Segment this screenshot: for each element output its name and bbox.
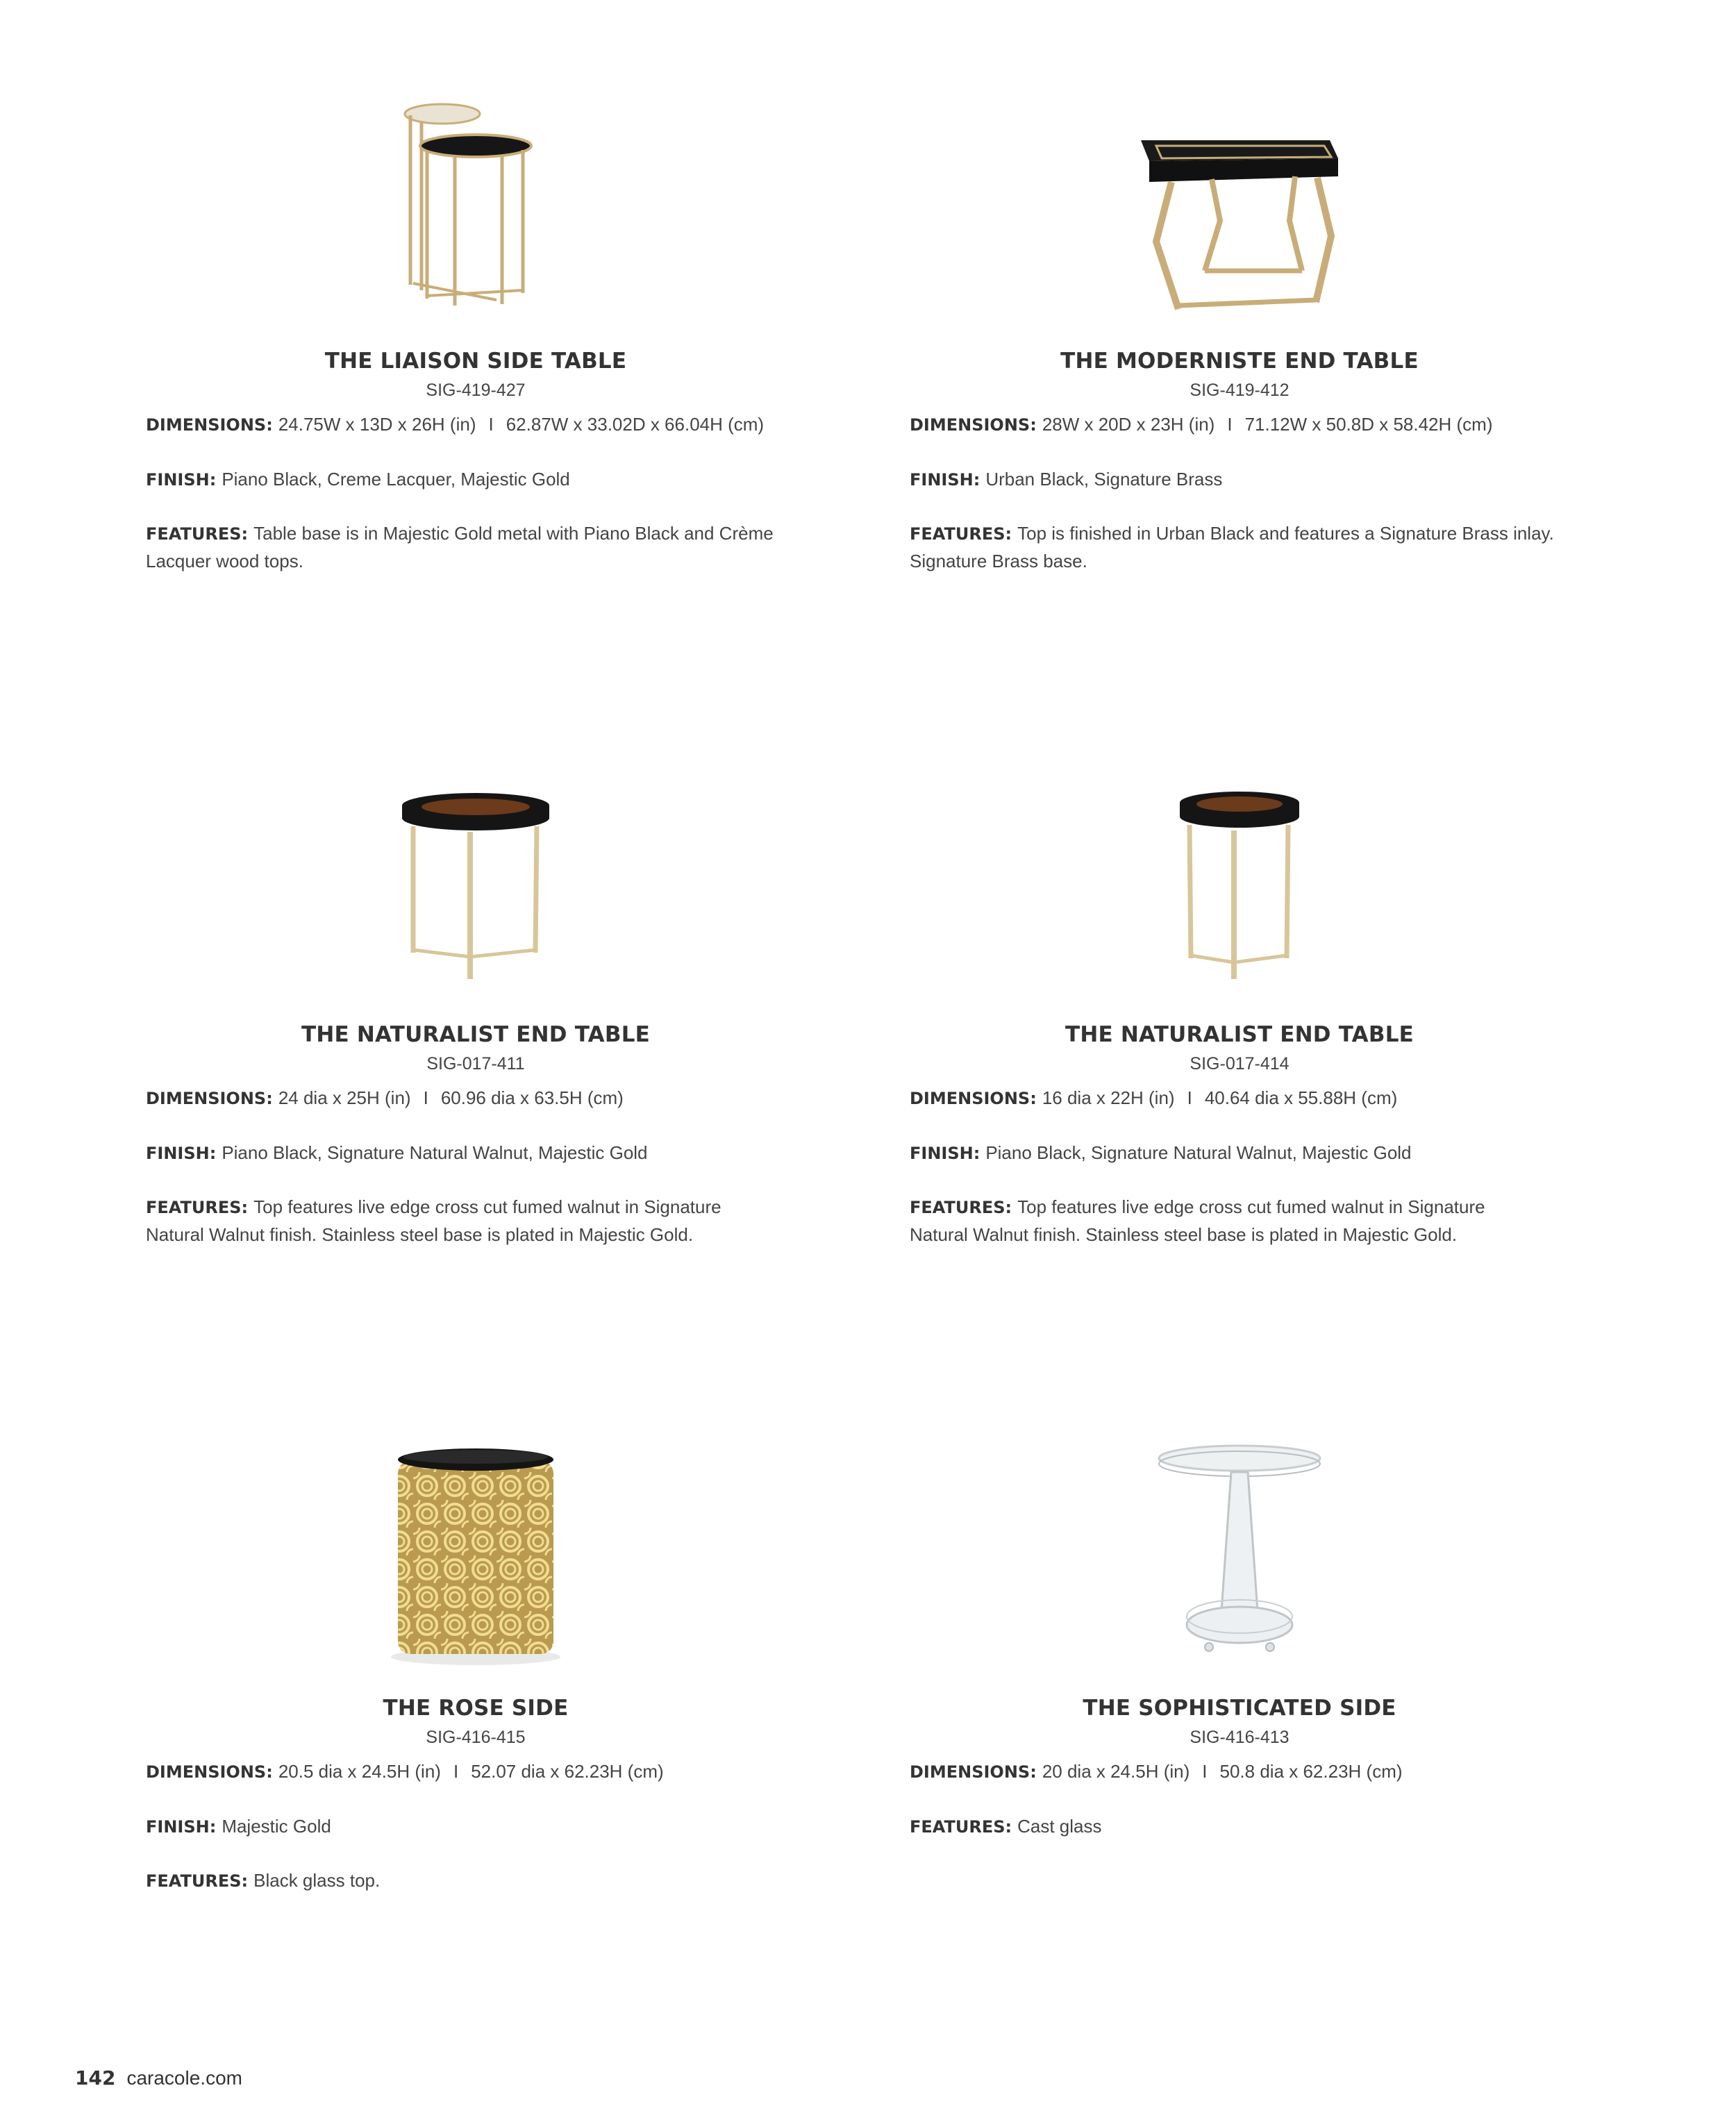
moderniste-table-illustration (1128, 97, 1351, 312)
separator: I (1187, 1087, 1192, 1108)
site-link[interactable]: caracole.com (126, 2067, 242, 2089)
product-title: THE NATURALIST END TABLE (301, 1022, 651, 1047)
features-value: Top features live edge cross cut fumed walnut in Signature (253, 1196, 721, 1217)
finish-line (910, 466, 1611, 494)
features-value: Table base is in Majestic Gold metal with Piano Black and Crème (253, 523, 774, 544)
product-title: THE MODERNISTE END TABLE (1060, 349, 1419, 374)
features-value-cont: Natural Walnut finish. Stainless steel base is plated in Majestic Gold. (910, 1224, 1458, 1245)
dimensions-cm: 60.96 dia x 63.5H (cm) (440, 1087, 624, 1108)
product-title: THE LIAISON SIDE TABLE (324, 349, 627, 374)
features-label: FEATURES: (146, 1871, 249, 1891)
product-sku: SIG-017-411 (426, 1054, 525, 1073)
finish-value: Piano Black, Signature Natural Walnut, Majestic Gold (222, 1142, 648, 1163)
dimensions-in: 20 dia x 24.5H (in) (1042, 1761, 1190, 1782)
separator: I (1202, 1761, 1208, 1782)
dimensions-label: DIMENSIONS: (146, 1762, 273, 1782)
features-value-cont: Natural Walnut finish. Stainless steel base is plated in Majestic Gold. (146, 1224, 694, 1245)
finish-label: FINISH: (146, 1144, 217, 1163)
dimensions-label: DIMENSIONS: (910, 1762, 1037, 1782)
product-image-liaison (125, 97, 826, 306)
separator: I (1227, 414, 1233, 435)
dimensions-in: 20.5 dia x 24.5H (in) (278, 1761, 441, 1782)
features-value-cont: Signature Brass base. (910, 551, 1087, 571)
product-image-sophisticated (889, 1444, 1590, 1653)
features-line (146, 520, 847, 575)
features-value: Top is finished in Urban Black and features a Signature Brass inlay. (1017, 523, 1554, 544)
dimensions-in: 28W x 20D x 23H (in) (1042, 414, 1215, 435)
dimensions-line (146, 411, 847, 439)
features-label: FEATURES: (910, 1817, 1012, 1837)
finish-line (146, 1813, 847, 1841)
page-number: 142 (75, 2066, 116, 2089)
features-value: Cast glass (1017, 1816, 1102, 1837)
dimensions-cm: 40.64 dia x 55.88H (cm) (1204, 1087, 1398, 1108)
features-line (910, 1813, 1611, 1841)
finish-line (146, 1139, 847, 1167)
dimensions-cm: 62.87W x 33.02D x 66.04H (cm) (506, 414, 765, 435)
naturalist-small-illustration (1170, 771, 1309, 986)
liaison-table-illustration (385, 97, 566, 312)
dimensions-in: 16 dia x 22H (in) (1042, 1087, 1175, 1108)
dimensions-cm: 52.07 dia x 62.23H (cm) (471, 1761, 664, 1782)
page-footer (75, 2066, 242, 2089)
finish-label: FINISH: (910, 1144, 980, 1163)
dimensions-label: DIMENSIONS: (146, 415, 273, 435)
product-sku: SIG-416-415 (426, 1728, 526, 1747)
product-image-moderniste (889, 97, 1590, 306)
finish-line (910, 1139, 1611, 1167)
separator: I (488, 414, 494, 435)
product-sku: SIG-017-414 (1190, 1054, 1290, 1073)
features-value: Black glass top. (253, 1870, 381, 1891)
finish-value: Piano Black, Signature Natural Walnut, Majestic Gold (985, 1142, 1412, 1163)
features-line (910, 1194, 1611, 1248)
finish-value: Piano Black, Creme Lacquer, Majestic Gold (222, 469, 570, 490)
features-label: FEATURES: (146, 524, 249, 544)
naturalist-large-illustration (392, 771, 559, 986)
features-value-cont: Lacquer wood tops. (146, 551, 303, 571)
dimensions-label: DIMENSIONS: (146, 1089, 273, 1108)
finish-value: Urban Black, Signature Brass (985, 469, 1223, 490)
product-sku: SIG-419-427 (426, 381, 526, 400)
product-sku: SIG-419-412 (1190, 381, 1290, 400)
product-title: THE NATURALIST END TABLE (1065, 1022, 1414, 1047)
dimensions-line (910, 1085, 1611, 1112)
dimensions-label: DIMENSIONS: (910, 415, 1037, 435)
dimensions-line (910, 1758, 1611, 1786)
dimensions-in: 24.75W x 13D x 26H (in) (278, 414, 476, 435)
sophisticated-side-illustration (1149, 1444, 1330, 1673)
features-line (146, 1867, 847, 1895)
dimensions-line (910, 411, 1611, 439)
separator: I (423, 1087, 428, 1108)
finish-label: FINISH: (910, 470, 980, 490)
dimensions-label: DIMENSIONS: (910, 1089, 1037, 1108)
product-title: THE ROSE SIDE (383, 1696, 569, 1721)
dimensions-cm: 71.12W x 50.8D x 58.42H (cm) (1244, 414, 1493, 435)
product-image-naturalist-411 (125, 771, 826, 979)
finish-label: FINISH: (146, 470, 217, 490)
features-label: FEATURES: (146, 1198, 249, 1217)
product-sku: SIG-416-413 (1190, 1728, 1290, 1747)
finish-value: Majestic Gold (222, 1816, 331, 1837)
rose-side-illustration (385, 1444, 566, 1673)
product-image-rose (125, 1444, 826, 1653)
dimensions-line (146, 1085, 847, 1112)
product-image-naturalist-414 (889, 771, 1590, 979)
features-value: Top features live edge cross cut fumed walnut in Signature (1017, 1196, 1485, 1217)
features-line (146, 1194, 847, 1248)
dimensions-in: 24 dia x 25H (in) (278, 1087, 411, 1108)
finish-label: FINISH: (146, 1817, 217, 1837)
dimensions-line (146, 1758, 847, 1786)
features-label: FEATURES: (910, 1198, 1012, 1217)
features-label: FEATURES: (910, 524, 1012, 544)
separator: I (453, 1761, 459, 1782)
features-line (910, 520, 1611, 575)
finish-line (146, 466, 847, 494)
dimensions-cm: 50.8 dia x 62.23H (cm) (1219, 1761, 1403, 1782)
product-title: THE SOPHISTICATED SIDE (1083, 1696, 1396, 1721)
